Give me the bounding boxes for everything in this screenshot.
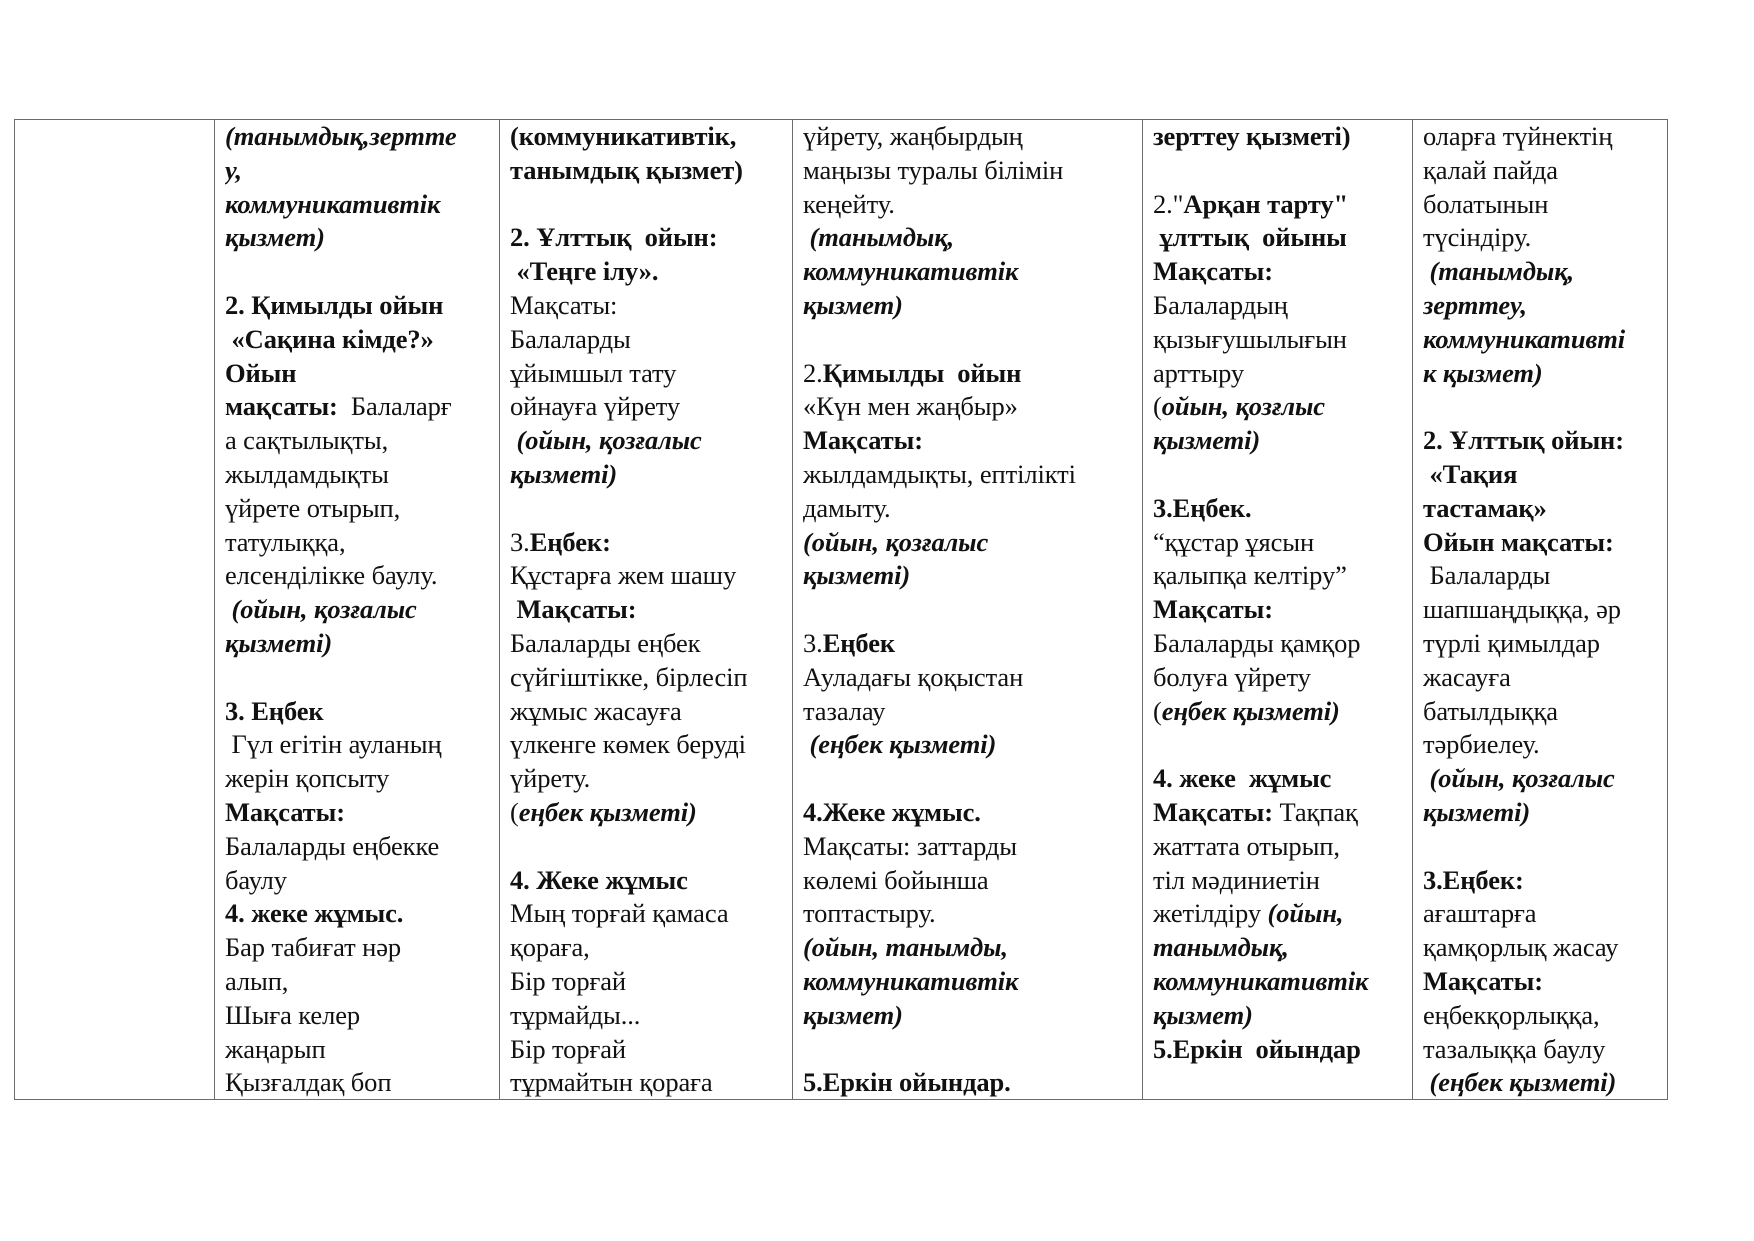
text-line: [803, 593, 1134, 627]
text-line: а сақтылықты,: [225, 425, 389, 456]
text-line: Шыға келер: [225, 999, 361, 1030]
text-line: көлемі бойынша: [803, 864, 989, 895]
text-line: жылдамдықты: [225, 458, 389, 489]
text-line: Бір торғай: [510, 1033, 626, 1064]
text-line: үйрете отырып,: [225, 492, 401, 523]
text-line: (танымдық,: [1423, 256, 1575, 287]
text-line: [1153, 154, 1404, 188]
plan-table: [14, 119, 1668, 1100]
text-line: қалай пайда: [1423, 154, 1558, 185]
text-line: (танымдық,зертте: [225, 121, 457, 151]
text-line: Балаларды еңбекке: [225, 830, 440, 861]
text-line: жұмыс жасауға: [510, 695, 682, 726]
text-line: коммуникативтік: [1153, 965, 1369, 996]
text-line: «Тақия: [1423, 458, 1518, 489]
text-line: жылдамдықты, ептілікті: [803, 458, 1076, 489]
text-line: қамқорлық жасау: [1423, 932, 1619, 963]
text-line: (ойын, қозғалыс: [225, 594, 417, 625]
text-line: 5.Еркін ойындар.: [803, 1067, 1011, 1098]
text-line: зерттеу,: [1423, 289, 1527, 320]
text-line: [1153, 390, 1404, 424]
text-run: Арқан тарту": [1183, 188, 1349, 219]
text-line: Бар табиғат нәр: [225, 932, 402, 963]
table-row: [15, 120, 1668, 1100]
text-line: Балаларды еңбек: [510, 627, 701, 658]
text-line: [803, 323, 1134, 357]
text-line: [510, 830, 784, 864]
text-line: Мақсаты: заттарды: [803, 830, 1018, 861]
text-line: тіл мәдиниетін: [1153, 864, 1320, 895]
text-line: үлкенге көмек беруді: [510, 729, 746, 760]
text-line: к қызмет): [1423, 357, 1543, 388]
table-cell-col-2: [500, 120, 793, 1100]
text-line: «Күн мен жаңбыр»: [803, 391, 1018, 422]
text-line: Бір торғай: [510, 965, 626, 996]
text-line: танымдық қызмет): [510, 154, 743, 185]
text-line: [1423, 830, 1659, 864]
text-line: (еңбек қызметі): [803, 729, 997, 760]
text-line: болуға үйрету: [1153, 661, 1311, 692]
table-cell-col-3: [793, 120, 1143, 1100]
text-line: жаттата отырып,: [1153, 830, 1340, 861]
text-line: [510, 526, 784, 560]
text-line: тазалау: [803, 695, 886, 726]
text-line: жаңарып: [225, 1033, 326, 1064]
text-line: Балалардың: [1153, 289, 1288, 320]
text-line: 3.Еңбек.: [1153, 492, 1252, 523]
text-run: Қимылды ойын: [822, 357, 1022, 388]
table-cell-col-0: [15, 120, 215, 1100]
text-line: “құстар ұясын: [1153, 526, 1315, 557]
text-line: жасауға: [1423, 661, 1511, 692]
text-line: 4.Жеке жұмыс.: [803, 796, 981, 827]
text-line: тәрбиелеу.: [1423, 729, 1540, 760]
text-line: қызметі): [1423, 796, 1531, 827]
text-line: 2. Ұлттық ойын:: [1423, 425, 1624, 456]
text-line: [1153, 695, 1404, 729]
text-run: Балаларғ: [337, 391, 452, 422]
text-line: баулу: [225, 864, 287, 895]
text-line: алып,: [225, 965, 289, 996]
text-line: (ойын, қозғалыс: [803, 526, 989, 557]
text-run: (ойын,: [1267, 898, 1344, 929]
text-line: [1153, 796, 1404, 830]
table-cell-col-5: [1413, 120, 1668, 1100]
text-line: қызмет): [225, 222, 325, 253]
text-run: еңбек қызметі): [1161, 695, 1340, 726]
text-run: ойын, қозғлыс: [1161, 391, 1325, 422]
text-line: Мақсаты:: [225, 796, 345, 827]
text-line: Балаларды қамқор: [1153, 627, 1361, 658]
text-line: (ойын, қозғалыс: [1423, 763, 1615, 794]
text-line: қызметі): [510, 458, 618, 489]
text-line: Ауладағы қоқыстан: [803, 661, 1024, 692]
text-line: тұрмайды...: [510, 999, 641, 1030]
text-line: (танымдық,: [803, 222, 955, 253]
text-line: [510, 492, 784, 526]
text-line: (ойын, танымды,: [803, 932, 1008, 963]
text-line: 2. Қимылды ойын: [225, 289, 444, 320]
text-line: [225, 390, 491, 424]
text-run: (: [510, 796, 519, 827]
text-line: оларға түйнектің: [1423, 121, 1613, 151]
text-line: Мақсаты:: [510, 594, 637, 625]
text-line: тұрмайтын қораға: [510, 1067, 713, 1098]
text-run: мақсаты:: [225, 391, 338, 422]
text-line: [1153, 728, 1404, 762]
text-line: [803, 1033, 1134, 1067]
text-line: тастамақ»: [1423, 492, 1547, 523]
text-line: маңызы туралы білімін: [803, 154, 1064, 185]
table-cell-col-4: [1143, 120, 1413, 1100]
text-line: «Теңге ілу».: [510, 256, 659, 287]
text-line: 5.Еркін ойындар: [1153, 1033, 1361, 1064]
text-line: [803, 762, 1134, 796]
text-line: 3.Еңбек:: [1423, 864, 1524, 895]
text-line: Мың торғай қамаса: [510, 898, 729, 929]
text-line: [510, 796, 784, 830]
text-run: 3.: [803, 627, 823, 658]
text-line: коммуникативтік: [803, 965, 1019, 996]
text-line: Ойын: [225, 357, 297, 388]
text-line: Балаларды: [510, 323, 631, 354]
text-line: дамыту.: [803, 492, 891, 523]
text-line: қызметі): [1153, 425, 1261, 456]
text-line: түрлі қимылдар: [1423, 627, 1600, 658]
text-line: қызығушылығын: [1153, 323, 1347, 354]
text-line: Мақсаты:: [1153, 256, 1273, 287]
text-line: 4. жеке жұмыс: [1153, 763, 1332, 794]
text-line: Гүл егітін ауланың: [225, 729, 442, 760]
text-line: қызметі): [225, 627, 333, 658]
text-line: 3. Еңбек: [225, 695, 324, 726]
text-run: (: [1153, 695, 1162, 726]
text-line: татулыққа,: [225, 526, 346, 557]
text-line: [1153, 188, 1404, 222]
text-line: [1153, 458, 1404, 492]
text-line: 4. Жеке жұмыс: [510, 864, 688, 895]
text-line: үйрету, жаңбырдың: [803, 121, 1023, 151]
text-line: қораға,: [510, 932, 590, 963]
text-run: Мақсаты:: [1153, 796, 1273, 827]
text-line: Мақсаты:: [803, 425, 923, 456]
text-line: 2. Ұлттық ойын:: [510, 222, 718, 253]
text-line: елсенділікке баулу.: [225, 560, 438, 591]
text-line: коммуникативтік: [803, 256, 1019, 287]
text-run: Еңбек:: [529, 526, 611, 557]
text-run: 3.: [510, 526, 530, 557]
text-line: Құстарға жем шашу: [510, 560, 737, 591]
text-line: үйрету.: [510, 763, 591, 794]
text-line: топтастыру.: [803, 898, 936, 929]
text-run: (: [1153, 391, 1162, 422]
text-line: Қызғалдақ боп: [225, 1067, 392, 1098]
text-line: жерін қопсыту: [225, 763, 390, 794]
text-line: қызмет): [1153, 999, 1253, 1030]
text-line: тазалыққа баулу: [1423, 1033, 1606, 1064]
text-line: [225, 661, 491, 695]
text-line: (еңбек қызметі): [1423, 1067, 1617, 1098]
text-line: батылдыққа: [1423, 695, 1558, 726]
text-line: қызметі): [803, 560, 911, 591]
text-line: еңбекқорлыққа,: [1423, 999, 1600, 1030]
text-line: шапшаңдыққа, әр: [1423, 594, 1621, 625]
text-line: ойнауға үйрету: [510, 391, 681, 422]
text-line: болатынын: [1423, 188, 1549, 219]
text-run: Тақпақ: [1272, 796, 1358, 827]
text-line: Ойын мақсаты:: [1423, 526, 1614, 557]
text-line: [803, 627, 1134, 661]
text-line: Мақсаты:: [1153, 594, 1273, 625]
text-line: «Сақина кімде?»: [225, 323, 434, 354]
table-cell-col-1: [215, 120, 500, 1100]
text-run: еңбек қызметі): [518, 796, 697, 827]
text-run: 2.: [803, 357, 823, 388]
text-line: [803, 357, 1134, 391]
text-line: [1153, 897, 1404, 931]
text-line: ұйымшыл тату: [510, 357, 677, 388]
text-line: қызмет): [803, 289, 903, 320]
text-line: сүйгіштікке, бірлесіп: [510, 661, 748, 692]
text-line: Мақсаты:: [1423, 965, 1543, 996]
text-line: ұлттық ойыны: [1153, 222, 1347, 253]
text-run: 2.": [1153, 188, 1184, 219]
text-line: [1423, 390, 1659, 424]
text-line: [510, 188, 784, 222]
text-run: жетілдіру: [1153, 898, 1268, 929]
text-line: ағаштарға: [1423, 898, 1537, 929]
text-line: (коммуникативтік,: [510, 121, 737, 151]
text-line: танымдық,: [1153, 932, 1289, 963]
text-line: түсіндіру.: [1423, 222, 1532, 253]
text-line: коммуникативті: [1423, 323, 1625, 354]
text-line: кеңейту.: [803, 188, 895, 219]
text-line: арттыру: [1153, 357, 1245, 388]
text-line: [225, 255, 491, 289]
text-line: коммуникативтік: [225, 188, 441, 219]
text-line: қызмет): [803, 999, 903, 1030]
text-line: Мақсаты:: [510, 289, 618, 320]
text-line: қалыпқа келтіру”: [1153, 560, 1347, 591]
text-line: Балаларды: [1423, 560, 1551, 591]
text-line: 4. жеке жұмыс.: [225, 898, 404, 929]
text-line: (ойын, қозғалыс: [510, 425, 702, 456]
text-line: у,: [225, 154, 242, 185]
text-run: Еңбек: [822, 627, 896, 658]
text-line: зерттеу қызметі): [1153, 121, 1351, 151]
